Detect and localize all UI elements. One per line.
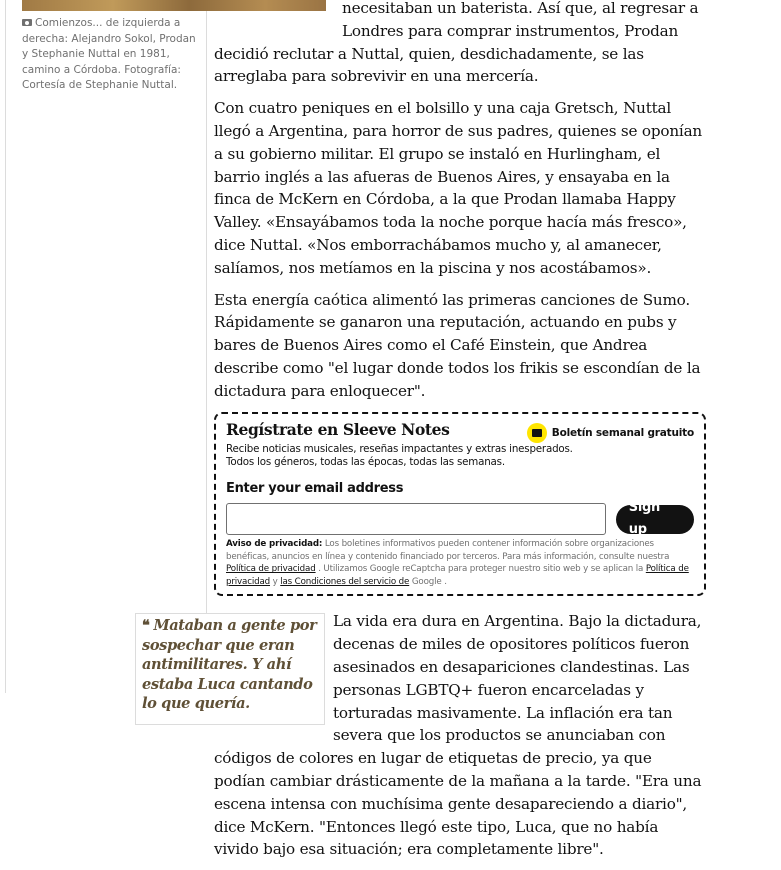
column-divider [206,0,207,693]
photo-caption [22,16,202,94]
sign-up-button[interactable]: Sign up [616,505,694,534]
google-terms-link[interactable]: las Condiciones del servicio de [280,576,410,587]
badge-text: Boletín semanal gratuito [551,426,694,439]
privacy-notice [226,538,694,588]
paragraph-text: La vida era dura en Argentina. Bajo la dictadura, decenas de miles de opositores políticos fueron asesinados en desapariciones clandestinas. Las personas LGBTQ+ fueron encarceladas y torturadas masivamente. La inflación era tan severa que los productos se anunciaban con códigos de colores en lugar de etiquetas de precio, ya que podían cambiar drásticamente de la mañana a la tarde. "Era una escena intensa con muchísima gente desapareciendo a diario", dice McKern. "Entonces llegó este tipo, Luca, que no había vivido bajo esa situación; era completamente libre". [214,612,702,859]
left-divider [5,0,6,693]
pull-quote [135,613,325,725]
privacy-text: Los boletines informativos pueden contener información sobre organizaciones benéficas, anuncios en línea y contenido financiado por terceros. Para más información, consulte nuestra [226,539,670,562]
paragraph [214,0,706,88]
description-line: Todos los géneros, todas las épocas, todas las semanas. [226,455,505,468]
privacy-text: Google . [409,576,447,587]
figure-spacer [214,0,342,41]
privacy-text: y [270,576,281,587]
paragraph-text: necesitaban un baterista. Así que, al regresar a Londres para comprar instrumentos, Prodan decidió reclutar a Nuttal, quien, desdichadamente, se las arreglaba para sobrevivir en una mercería. [214,0,699,86]
camera-icon [22,19,32,26]
quote-mark-icon: ❝ [142,617,150,635]
newsletter-signup [214,412,706,597]
paragraph: Esta energía caótica alimentó las primeras canciones de Sumo. Rápidamente se ganaron una reputación, actuando en pubs y bares de Buenos Aires como el Café Einstein, que Andrea describe como "el lugar donde todos los frikis se escondían de la dictadura para enloquecer". [214,290,701,400]
privacy-text: . Utilizamos Google reCaptcha para proteger nuestro sitio web y se aplican la [315,564,646,575]
pull-quote-text: Mataban a gente por sospechar que eran antimilitares. Y ahí estaba Luca cantando lo que quería. [142,617,317,713]
caption-text: Comienzos... de izquierda a derecha: Alejandro Sokol, Prodan y Stephanie Nuttal en 1981, camino a Córdoba. Fotografía: Cortesía de Stephanie Nuttal. [22,17,196,91]
envelope-icon [527,423,547,443]
paragraph: Con cuatro peniques en el bolsillo y una caja Gretsch, Nuttal llegó a Argentina, para horror de sus padres, quienes se oponían a su gobierno militar. El grupo se instaló en Hurlingham, el barrio inglés a las afueras de Buenos Aires, y ensayaba en la finca de McKern en Córdoba, a la que Prodan llamaba Happy Valley. «Ensayábamos toda la noche porque hacía más fresco», dice Nuttal. «Nos emborrachábamos mucho y, al amanecer, salíamos, nos metíamos en la piscina y nos acostábamos». [214,99,703,277]
paragraph [142,610,706,861]
email-input[interactable] [226,503,606,535]
newsletter-badge [527,422,694,445]
newsletter-title: Regístrate en Sleeve Notes [226,419,450,439]
newsletter-description [226,443,694,469]
privacy-policy-link[interactable]: Política de privacidad [226,564,316,575]
description-line: Recibe noticias musicales, reseñas impactantes y extras inesperados. [226,442,573,455]
email-label: Enter your email address [226,480,404,496]
article-body [142,0,706,870]
privacy-heading: Aviso de privacidad: [226,539,323,550]
google-privacy-link[interactable]: Política de privacidad [226,564,689,587]
